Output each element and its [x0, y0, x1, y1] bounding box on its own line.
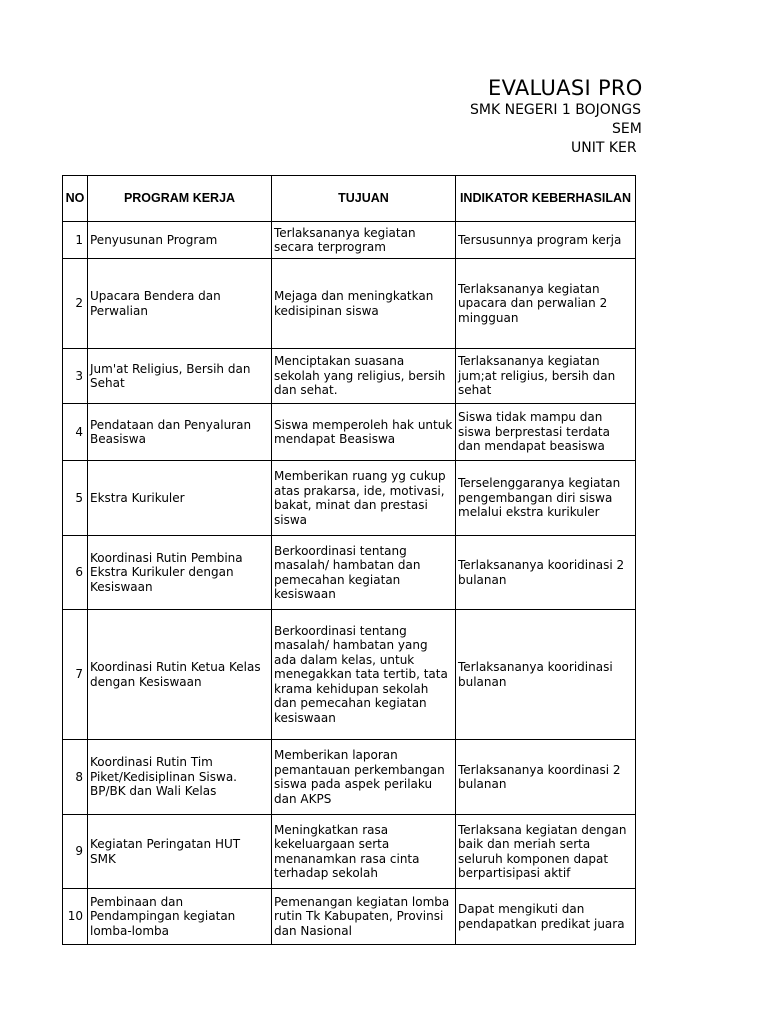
- document-header: [0, 0, 768, 170]
- unit-label: UNIT KER: [571, 140, 637, 156]
- indikator-cell: Terlaksananya kooridinasi bulanan: [456, 610, 636, 740]
- row-number: 5: [63, 461, 88, 536]
- indikator-cell: Terselenggaranya kegiatan pengembangan diri siswa melalui ekstra kurikuler: [456, 461, 636, 536]
- indikator-cell: Siswa tidak mampu dan siswa berprestasi terdata dan mendapat beasiswa: [456, 404, 636, 461]
- row-number: 3: [63, 349, 88, 404]
- tujuan-cell: Terlaksananya kegiatan secara terprogram: [272, 222, 456, 259]
- indikator-cell: Terlaksananya kooridinasi 2 bulanan: [456, 536, 636, 610]
- header-clip: [0, 0, 643, 170]
- indikator-cell: Terlaksananya kegiatan jum;at religius, bersih dan sehat: [456, 349, 636, 404]
- table-row: [63, 889, 636, 945]
- evaluation-table: [62, 175, 636, 945]
- table-row: [63, 259, 636, 349]
- column-header-indikator: INDIKATOR KEBERHASILAN: [456, 176, 636, 222]
- indikator-cell: Terlaksananya kegiatan upacara dan perwalian 2 mingguan: [456, 259, 636, 349]
- indikator-cell: Terlaksananya koordinasi 2 bulanan: [456, 740, 636, 815]
- row-number: 4: [63, 404, 88, 461]
- program-cell: Ekstra Kurikuler: [88, 461, 272, 536]
- table-row: [63, 740, 636, 815]
- indikator-cell: Tersusunnya program kerja: [456, 222, 636, 259]
- indikator-cell: Dapat mengikuti dan pendapatkan predikat juara: [456, 889, 636, 945]
- tujuan-cell: Memberikan laporan pemantauan perkembangan siswa pada aspek perilaku dan AKPS: [272, 740, 456, 815]
- tujuan-cell: Memberikan ruang yg cukup atas prakarsa, ide, motivasi, bakat, minat dan prestasi siswa: [272, 461, 456, 536]
- column-header-program: PROGRAM KERJA: [88, 176, 272, 222]
- row-number: 1: [63, 222, 88, 259]
- row-number: 6: [63, 536, 88, 610]
- table-row: [63, 349, 636, 404]
- row-number: 7: [63, 610, 88, 740]
- row-number: 2: [63, 259, 88, 349]
- tujuan-cell: Meningkatkan rasa kekeluargaan serta menanamkan rasa cinta terhadap sekolah: [272, 815, 456, 889]
- program-cell: Pembinaan dan Pendampingan kegiatan lomba-lomba: [88, 889, 272, 945]
- table-row: [63, 610, 636, 740]
- tujuan-cell: Siswa memperoleh hak untuk mendapat Beasiswa: [272, 404, 456, 461]
- table-row: [63, 404, 636, 461]
- tujuan-cell: Berkoordinasi tentang masalah/ hambatan dan pemecahan kegiatan kesiswaan: [272, 536, 456, 610]
- tujuan-cell: Berkoordinasi tentang masalah/ hambatan yang ada dalam kelas, untuk menegakkan tata tertib, tata krama kehidupan sekolah dan pemecahan kegiatan kesiswaan: [272, 610, 456, 740]
- program-cell: Koordinasi Rutin Ketua Kelas dengan Kesiswaan: [88, 610, 272, 740]
- program-cell: Kegiatan Peringatan HUT SMK: [88, 815, 272, 889]
- table-header-row: [63, 176, 636, 222]
- program-cell: Penyusunan Program: [88, 222, 272, 259]
- tujuan-cell: Pemenangan kegiatan lomba rutin Tk Kabupaten, Provinsi dan Nasional: [272, 889, 456, 945]
- indikator-cell: Terlaksana kegiatan dengan baik dan meriah serta seluruh komponen dapat berpartisipasi aktif: [456, 815, 636, 889]
- program-cell: Koordinasi Rutin Tim Piket/Kedisiplinan Siswa. BP/BK dan Wali Kelas: [88, 740, 272, 815]
- table-row: [63, 815, 636, 889]
- school-name: SMK NEGERI 1 BOJONGS: [470, 102, 642, 118]
- tujuan-cell: Menciptakan suasana sekolah yang religius, bersih dan sehat.: [272, 349, 456, 404]
- column-header-tujuan: TUJUAN: [272, 176, 456, 222]
- semester-label: SEM: [612, 121, 642, 137]
- table-row: [63, 536, 636, 610]
- row-number: 9: [63, 815, 88, 889]
- row-number: 10: [63, 889, 88, 945]
- document-title: EVALUASI PRO: [488, 76, 643, 100]
- tujuan-cell: Mejaga dan meningkatkan kedisipinan siswa: [272, 259, 456, 349]
- table-row: [63, 222, 636, 259]
- program-cell: Pendataan dan Penyaluran Beasiswa: [88, 404, 272, 461]
- row-number: 8: [63, 740, 88, 815]
- program-cell: Koordinasi Rutin Pembina Ekstra Kurikuler dengan Kesiswaan: [88, 536, 272, 610]
- program-cell: Upacara Bendera dan Perwalian: [88, 259, 272, 349]
- program-cell: Jum'at Religius, Bersih dan Sehat: [88, 349, 272, 404]
- table-row: [63, 461, 636, 536]
- column-header-no: NO: [63, 176, 88, 222]
